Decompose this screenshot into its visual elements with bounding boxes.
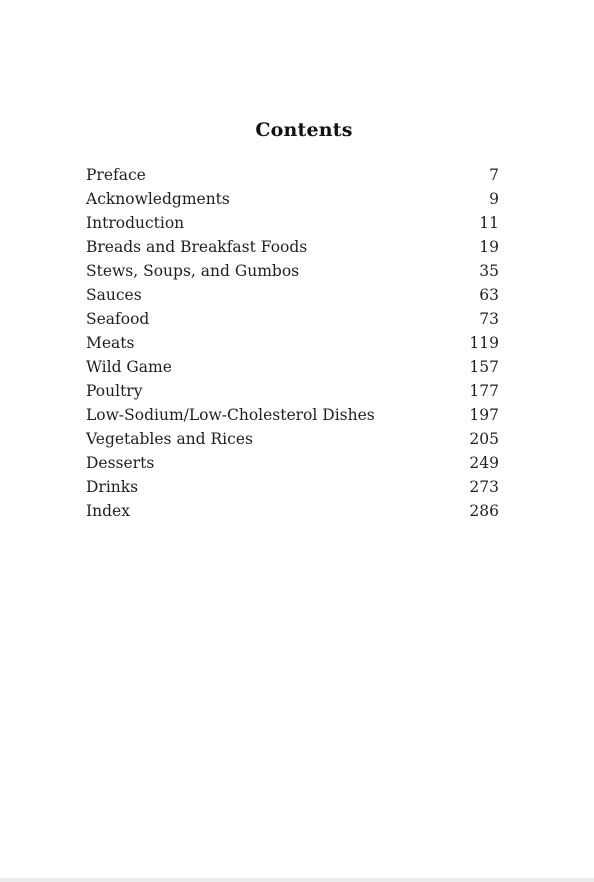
toc-entry [86,211,500,235]
toc-entry-page-number: 19 [479,238,499,256]
toc-entry-label: Drinks [86,478,139,496]
page-title: Contents [255,119,353,141]
toc-entry-page-number: 7 [489,166,499,184]
toc-entry-label: Sauces [86,286,142,304]
toc-entry-page-number: 177 [469,382,499,400]
toc-entry [86,475,500,499]
toc-entry [86,427,500,451]
toc-entry-label: Desserts [86,454,155,472]
toc-entry [86,379,500,403]
toc-entry-page-number: 197 [469,406,499,424]
toc-entry [86,235,500,259]
toc-entry-label: Breads and Breakfast Foods [86,238,308,256]
toc-entry [86,451,500,475]
toc-entry-label: Introduction [86,214,185,232]
toc-entry-page-number: 205 [469,430,499,448]
toc-entry-label: Low-Sodium/Low-Cholesterol Dishes [86,406,375,424]
toc-entry-page-number: 35 [479,262,499,280]
toc-entry-page-number: 157 [469,358,499,376]
toc-entry-label: Acknowledgments [86,190,230,208]
toc-entry-page-number: 9 [489,190,499,208]
toc-entry-page-number: 119 [469,334,499,352]
toc-entry [86,403,500,427]
toc-entry-label: Poultry [86,382,143,400]
toc-entry-label: Vegetables and Rices [86,430,253,448]
toc-entry-page-number: 11 [479,214,499,232]
toc-entry [86,499,500,523]
toc-entry [86,259,500,283]
toc-entry-label: Wild Game [86,358,172,376]
toc-entry [86,187,500,211]
table-of-contents [86,163,500,523]
toc-entry-page-number: 249 [469,454,499,472]
toc-entry-label: Seafood [86,310,150,328]
toc-entry-label: Stews, Soups, and Gumbos [86,262,300,280]
toc-entry-label: Meats [86,334,135,352]
toc-entry [86,331,500,355]
toc-entry [86,307,500,331]
page-bottom-edge [0,878,594,882]
toc-entry-page-number: 286 [469,502,499,520]
toc-entry [86,355,500,379]
toc-entry-label: Index [86,502,130,520]
toc-entry-page-number: 63 [479,286,499,304]
toc-entry [86,163,500,187]
toc-entry-label: Preface [86,166,146,184]
toc-entry-page-number: 73 [479,310,499,328]
toc-entry [86,283,500,307]
toc-entry-page-number: 273 [469,478,499,496]
